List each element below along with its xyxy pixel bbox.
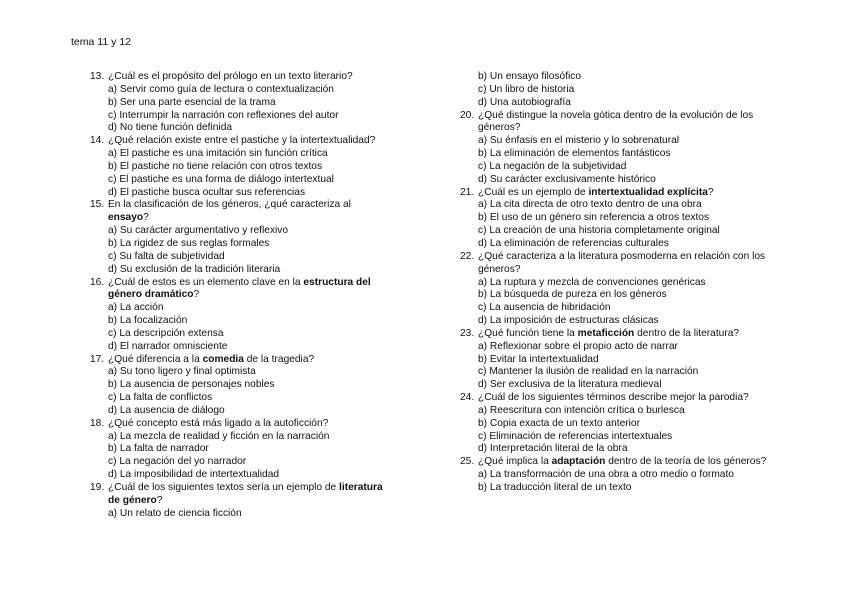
option-c: c) Interrumpir la narración con reflexiones del autor xyxy=(108,109,339,121)
question-number: 15. xyxy=(90,199,105,211)
question-stem xyxy=(460,456,775,469)
question-number: 25. xyxy=(460,456,475,468)
question-14 xyxy=(90,135,390,199)
option-b: b) La eliminación de elementos fantásticos xyxy=(478,148,671,160)
option-c: c) La creación de una historia completamente original xyxy=(478,225,720,237)
option-a: a) La mezcla de realidad y ficción en la narración xyxy=(108,430,330,442)
option-a: a) Su carácter argumentativo y reflexivo xyxy=(108,225,289,237)
question-keyword: intertextualidad explícita xyxy=(588,186,708,198)
question-24 xyxy=(460,392,775,456)
option-a: a) Un relato de ciencia ficción xyxy=(108,507,242,519)
option-a: a) La acción xyxy=(108,302,164,314)
question-stem xyxy=(460,187,775,200)
option-b: b) La focalización xyxy=(108,315,188,327)
question-stem xyxy=(460,110,775,136)
question-number: 20. xyxy=(460,109,475,121)
question-number: 14. xyxy=(90,135,105,147)
question-21 xyxy=(460,187,775,251)
question-number: 21. xyxy=(460,186,475,198)
question-text: ¿Qué relación existe entre el pastiche y la intertextualidad? xyxy=(108,135,376,147)
option-d: d) Su carácter exclusivamente histórico xyxy=(478,173,656,185)
option-a: a) Su tono ligero y final optimista xyxy=(108,366,256,378)
question-text xyxy=(478,456,775,469)
option-c: c) La descripción extensa xyxy=(108,327,224,339)
option-a: a) Reflexionar sobre el propio acto de narrar xyxy=(478,340,678,352)
option-d: d) El narrador omnisciente xyxy=(108,340,228,352)
question-text-part: de la tragedia? xyxy=(243,353,315,365)
option-b: b) Copia exacta de un texto anterior xyxy=(478,417,640,429)
option-d: d) La ausencia de diálogo xyxy=(108,404,225,416)
question-text-part: ? xyxy=(143,212,149,224)
question-stem xyxy=(90,277,390,303)
question-text: ¿Cuál de los siguientes términos describe mejor la parodia? xyxy=(478,392,749,404)
question-text xyxy=(478,328,775,341)
question-text-part: ? xyxy=(156,494,163,506)
option-b: b) La traducción literal de un texto xyxy=(478,482,632,493)
option-d: d) La eliminación de referencias culturales xyxy=(478,237,669,249)
question-text-part: dentro de la literatura? xyxy=(634,327,740,339)
question-text-part: ¿Qué diferencia a la xyxy=(108,353,203,365)
option-b: b) Ser una parte esencial de la trama xyxy=(108,96,276,108)
option-b: b) La búsqueda de pureza en los géneros xyxy=(478,289,667,301)
question-number: 16. xyxy=(90,276,105,288)
question-stem xyxy=(90,482,390,508)
question-keyword: ensayo xyxy=(108,212,144,224)
question-stem xyxy=(460,328,775,341)
question-stem xyxy=(460,251,775,277)
question-keyword: adaptación xyxy=(551,456,606,468)
question-text xyxy=(108,277,390,303)
option-a: a) Servir como guía de lectura o contextualización xyxy=(108,83,334,95)
option-d: d) El pastiche busca ocultar sus referencias xyxy=(108,186,306,198)
option-b: b) El pastiche no tiene relación con otros textos xyxy=(108,160,323,172)
option-c: c) Mantener la ilusión de realidad en la narración xyxy=(478,366,699,378)
question-text xyxy=(478,187,775,200)
question-keyword: comedia xyxy=(202,353,244,365)
option-b: b) Un ensayo filosófico xyxy=(478,71,582,82)
question-keyword: literatura de género xyxy=(108,482,383,506)
question-text-part: ¿Qué implica la xyxy=(478,456,552,468)
question-text-part: dentro de la teoría de los géneros? xyxy=(605,456,767,468)
question-20 xyxy=(460,110,775,187)
question-stem xyxy=(90,135,390,148)
option-c: c) La ausencia de hibridación xyxy=(478,302,611,314)
option-d: d) Una autobiografía xyxy=(478,96,571,108)
question-text-part: En la clasificación de los géneros, ¿qué caracteriza al xyxy=(108,199,351,211)
question-number: 22. xyxy=(460,250,475,262)
question-text xyxy=(108,482,390,508)
question-stem xyxy=(90,71,390,84)
option-d: d) Ser exclusiva de la literatura medieval xyxy=(478,379,662,391)
question-19-continued xyxy=(460,71,775,110)
question-23 xyxy=(460,328,775,392)
question-number: 23. xyxy=(460,327,475,339)
question-text-part: ¿Cuál de estos es un elemento clave en la xyxy=(108,276,304,288)
question-18 xyxy=(90,418,390,482)
option-a: a) La ruptura y mezcla de convenciones genéricas xyxy=(478,276,706,288)
option-b: b) Evitar la intertextualidad xyxy=(478,353,599,365)
option-c: c) Un libro de historia xyxy=(478,83,575,95)
question-text: ¿Qué caracteriza a la literatura posmoderna en relación con los géneros? xyxy=(478,250,766,275)
question-text-part: ? xyxy=(193,289,200,301)
question-text: ¿Qué concepto está más ligado a la autoficción? xyxy=(108,417,329,429)
question-13 xyxy=(90,71,390,135)
question-text xyxy=(108,199,390,225)
option-d: d) Interpretación literal de la obra xyxy=(478,443,628,455)
question-16 xyxy=(90,277,390,354)
option-b: b) La ausencia de personajes nobles xyxy=(108,379,275,391)
question-15 xyxy=(90,199,390,276)
question-text-part: ¿Cuál de los siguientes textos sería un ejemplo de xyxy=(108,482,340,493)
question-25 xyxy=(460,456,775,495)
right-column xyxy=(460,71,775,495)
option-a: a) La transformación de una obra a otro medio o formato xyxy=(478,469,734,481)
question-number: 19. xyxy=(90,482,105,493)
option-a: a) Reescritura con intención crítica o burlesca xyxy=(478,404,685,416)
question-number: 13. xyxy=(90,71,105,82)
option-c: c) Eliminación de referencias intertextuales xyxy=(478,430,673,442)
option-c: c) La negación del yo narrador xyxy=(108,456,247,468)
option-c: c) Su falta de subjetividad xyxy=(108,250,225,262)
option-c: c) La falta de conflictos xyxy=(108,392,213,404)
question-19 xyxy=(90,482,390,521)
option-d: d) No tiene función definida xyxy=(108,122,233,134)
question-17 xyxy=(90,354,390,418)
question-stem xyxy=(460,392,775,405)
question-keyword: metaficción xyxy=(577,327,635,339)
option-b: b) El uso de un género sin referencia a otros textos xyxy=(478,212,710,224)
question-stem xyxy=(90,354,390,367)
option-a: a) Su énfasis en el misterio y lo sobrenatural xyxy=(478,135,680,147)
option-d: d) Su exclusión de la tradición literaria xyxy=(108,263,281,275)
question-number: 18. xyxy=(90,417,105,429)
question-number: 24. xyxy=(460,392,475,404)
option-c: c) La negación de la subjetividad xyxy=(478,160,627,172)
option-d: d) La imposición de estructuras clásicas xyxy=(478,315,659,327)
question-stem xyxy=(90,418,390,431)
option-d: d) La imposibilidad de intertextualidad xyxy=(108,469,280,481)
option-a: a) El pastiche es una imitación sin función crítica xyxy=(108,148,328,160)
question-text: ¿Qué distingue la novela gótica dentro de la evolución de los géneros? xyxy=(478,109,754,134)
option-c: c) El pastiche es una forma de diálogo intertextual xyxy=(108,173,334,185)
question-stem xyxy=(90,199,390,225)
question-text-part: ¿Cuál es un ejemplo de xyxy=(478,186,589,198)
question-text: ¿Cuál es el propósito del prólogo en un texto literario? xyxy=(108,71,353,82)
question-text-part: ¿Qué función tiene la xyxy=(478,327,578,339)
option-b: b) La falta de narrador xyxy=(108,443,209,455)
question-22 xyxy=(460,251,775,328)
question-keyword: estructura del género dramático xyxy=(108,276,371,301)
question-text-part: ? xyxy=(707,186,714,198)
left-column xyxy=(90,71,390,521)
question-number: 17. xyxy=(90,353,105,365)
option-a: a) La cita directa de otro texto dentro de una obra xyxy=(478,199,702,211)
question-text xyxy=(108,354,390,367)
page-header: tema 11 y 12 xyxy=(71,36,131,48)
option-b: b) La rigidez de sus reglas formales xyxy=(108,237,270,249)
